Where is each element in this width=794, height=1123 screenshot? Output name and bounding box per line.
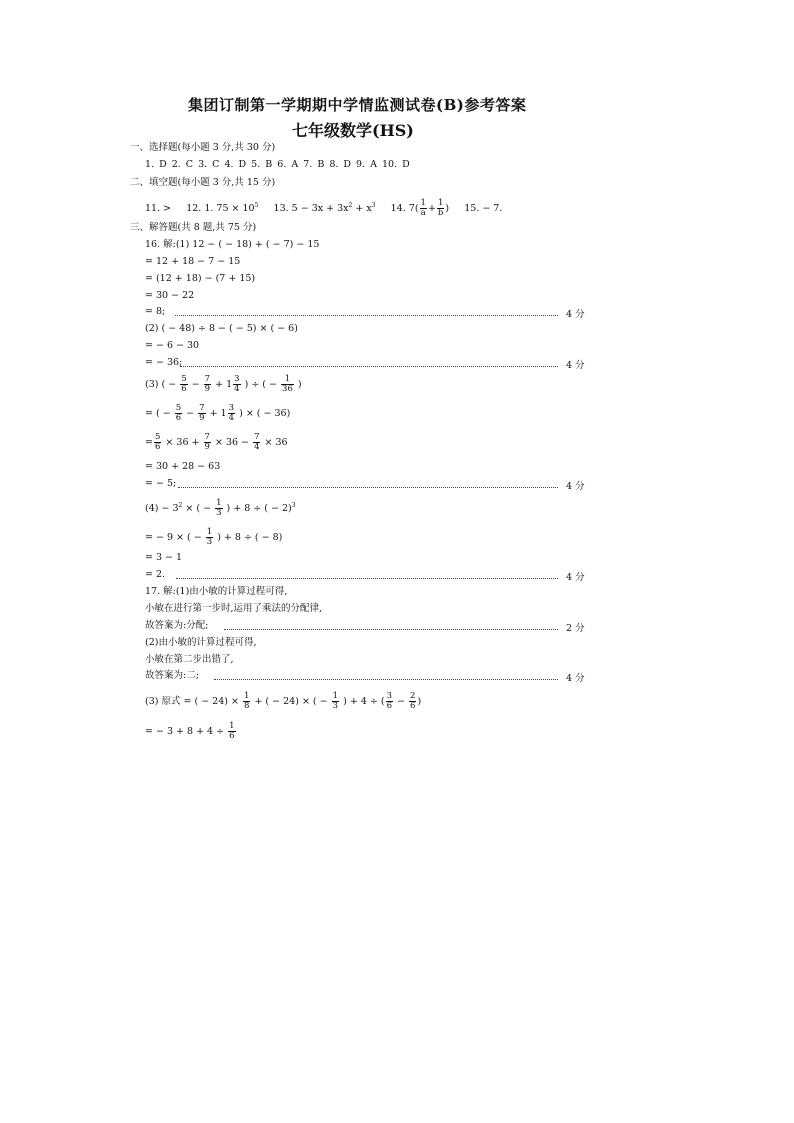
fraction: $\frac{1}{36}$ bbox=[282, 374, 293, 394]
q16-p2-line1: (2) ( − 48) ÷ 8 − ( − 5) × ( − 6) bbox=[145, 323, 298, 334]
section1-heading: 一、选择题(每小题 3 分,共 30 分) bbox=[130, 142, 276, 153]
document-subtitle: 七年级数学(HS) bbox=[292, 121, 414, 140]
fraction: $\frac{3}{4}$ bbox=[228, 403, 235, 423]
q16-p3-line2: = ( − $\frac{5}{6}$ − $\frac{7}{9}$ + 1 $\frac{3}{4}$ ) × ( − 36) bbox=[145, 403, 291, 423]
q16-p4-line2: = − 9 × ( − $\frac{1}{3}$ ) + 8 ÷ ( − 8) bbox=[145, 527, 283, 547]
q17-line4: (2)由小敏的计算过程可得, bbox=[145, 637, 257, 648]
score-label: 4 分 bbox=[566, 481, 585, 492]
fraction: $\frac{1}{3}$ bbox=[206, 527, 213, 547]
q16-p1-line1: 16. 解:(1) 12 − ( − 18) + ( − 7) − 15 bbox=[145, 239, 320, 250]
score-label: 2 分 bbox=[566, 623, 585, 634]
fraction: $\frac{3}{6}$ bbox=[386, 691, 392, 711]
fraction: $\frac{7}{9}$ bbox=[204, 374, 211, 394]
fraction: $\frac{1}{6}$ bbox=[229, 721, 235, 741]
q17-line7: (3) 原式 = ( − 24) × $\frac{1}{8}$ + ( − 24) × ( − $\frac{1}{3}$ ) + 4 ÷ ( $\frac{3}{6}$ − $\frac{2}{6}$ ) bbox=[145, 691, 422, 711]
fraction: $\frac{1}{3}$ bbox=[216, 498, 222, 518]
fraction: $\frac{3}{4}$ bbox=[234, 374, 240, 394]
section2-heading: 二、填空题(每小题 3 分,共 15 分) bbox=[130, 177, 276, 188]
dotted-leader bbox=[175, 315, 558, 316]
answer-14: 14. 7( $\frac{1}{a}$ + $\frac{1}{b}$ ) bbox=[390, 198, 450, 218]
q16-p3-line4: = 30 + 28 − 63 bbox=[145, 461, 221, 472]
fraction: $\frac{7}{9}$ bbox=[199, 403, 205, 423]
section1-answers: 1. D 2. C 3. C 4. D 5. B 6. A 7. B 8. D 9. A 10. D bbox=[145, 159, 410, 170]
fraction: $\frac{2}{6}$ bbox=[410, 691, 416, 711]
q16-p2-line2: = − 6 − 30 bbox=[145, 340, 200, 351]
dotted-leader bbox=[178, 487, 558, 488]
fraction: $\frac{7}{4}$ bbox=[254, 432, 260, 452]
fraction: $\frac{5}{6}$ bbox=[154, 432, 161, 452]
answer-11: 11. > bbox=[145, 203, 172, 214]
q17-line1: 17. 解:(1)由小敏的计算过程可得, bbox=[145, 586, 288, 597]
q17-line5: 小敏在第二步出错了, bbox=[145, 654, 234, 665]
q16-p3-line5: = − 5; bbox=[145, 478, 177, 489]
score-label: 4 分 bbox=[566, 309, 585, 320]
q17-line8: = − 3 + 8 + 4 ÷ $\frac{1}{6}$ bbox=[145, 721, 235, 741]
q17-line3: 故答案为:分配; bbox=[145, 620, 209, 631]
q16-p1-line5: = 8; bbox=[145, 306, 166, 317]
answer-15: 15. − 7. bbox=[464, 203, 503, 214]
dotted-leader bbox=[176, 578, 558, 579]
score-label: 4 分 bbox=[566, 673, 585, 684]
score-label: 4 分 bbox=[566, 360, 585, 371]
fill-blank-answers bbox=[145, 199, 502, 218]
q16-p4-line4: = 2. bbox=[145, 569, 166, 580]
q16-p3-line3: = $\frac{5}{6}$ × 36 + $\frac{7}{9}$ × 36 − $\frac{7}{4}$ × 36 bbox=[145, 432, 288, 452]
fraction: $\frac{1}{b}$ bbox=[437, 198, 444, 218]
q16-p3-line1: (3) ( − $\frac{5}{6}$ − $\frac{7}{9}$ + 1 $\frac{3}{4}$ ) ÷ ( − $\frac{1}{36}$ ) bbox=[145, 374, 302, 394]
dotted-leader bbox=[224, 629, 558, 630]
q16-p1-line3: = (12 + 18) − (7 + 15) bbox=[145, 273, 256, 284]
q16-p1-line4: = 30 − 22 bbox=[145, 290, 195, 301]
answer-12: 12. 1. $75 \times 10^5$ bbox=[186, 202, 259, 214]
fraction: $\frac{5}{6}$ bbox=[175, 403, 182, 423]
fraction: $\frac{7}{9}$ bbox=[204, 432, 210, 452]
q17-line6: 故答案为:二; bbox=[145, 670, 199, 681]
q17-line2: 小敏在进行第一步时,运用了乘法的分配律, bbox=[145, 603, 323, 614]
fraction: $\frac{1}{3}$ bbox=[332, 691, 339, 711]
q16-p1-line2: = 12 + 18 − 7 − 15 bbox=[145, 256, 241, 267]
dotted-leader bbox=[214, 679, 558, 680]
q16-p4-line3: = 3 − 1 bbox=[145, 552, 183, 563]
dotted-leader bbox=[180, 366, 558, 367]
fraction: $\frac{5}{6}$ bbox=[181, 374, 187, 394]
document-title: 集团订制第一学期期中学情监测试卷(B)参考答案 bbox=[188, 96, 527, 114]
score-label: 4 分 bbox=[566, 572, 585, 583]
fraction: $\frac{1}{a}$ bbox=[420, 198, 426, 218]
fraction: $\frac{1}{8}$ bbox=[244, 691, 250, 711]
section3-heading: 三、解答题(共 8 题,共 75 分) bbox=[130, 222, 257, 233]
q16-p4-line1: $(4) - 3^2$ × ( − $\frac{1}{3}$ ) + 8 ÷ ( − 2)$^3$ bbox=[145, 498, 296, 518]
answer-13: 13. $5 - 3x + 3x^2 + x^3$ bbox=[273, 202, 376, 214]
q16-p2-line3: = − 36; bbox=[145, 357, 183, 368]
